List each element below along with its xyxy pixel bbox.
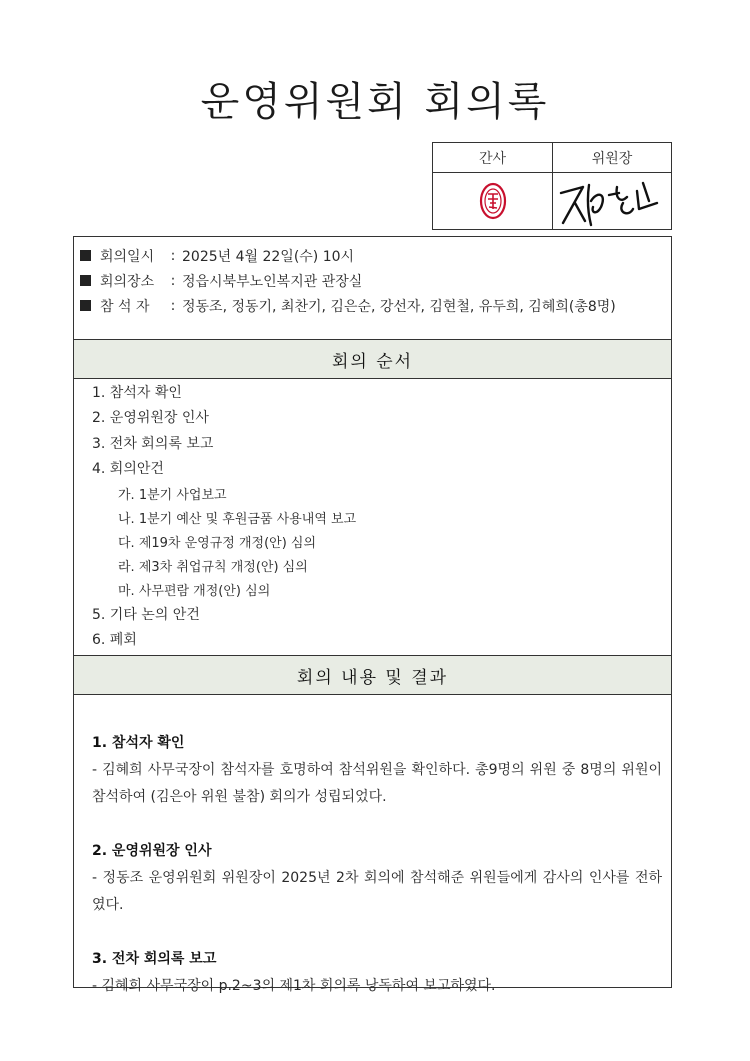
signature-icon: [557, 173, 667, 229]
minutes-frame: [73, 236, 672, 994]
info-place: 회의장소 : 정읍시북부노인복지관 관장실: [80, 268, 665, 293]
agenda-item: 5. 기타 논의 안건: [92, 606, 200, 623]
agenda-sub-item: 마. 사무편람 개정(안) 심의: [118, 583, 271, 599]
agenda-item: 2. 운영위원장 인사: [92, 410, 209, 427]
approval-chair-label: 위원장: [553, 143, 671, 173]
info-attendees: 참 석 자 : 정동조, 정동기, 최찬기, 김은순, 강선자, 김현철, 유두희, 김혜희(총8명): [80, 293, 665, 318]
agenda-sub-item: 가. 1분기 사업보고: [118, 487, 227, 503]
document-title: 운영위원회 회의록: [200, 79, 550, 125]
agenda-sub-item: 나. 1분기 예산 및 후원금품 사용내역 보고: [118, 511, 357, 527]
result-body: - 김혜희 사무국장이 p.2~3의 제1차 회의록 낭독하여 보고하였다.: [92, 978, 496, 994]
result-body: - 정동조 운영위원회 위원장이 2025년 2차 회의에 참석해준 위원들에게 감사의 인사를 전하였다.: [92, 870, 662, 913]
results-header: 회의 내용 및 결과: [73, 655, 672, 695]
agenda-sub-item: 라. 제3차 취업규칙 개정(안) 심의: [118, 559, 308, 575]
results-list: [92, 727, 662, 1000]
approval-chair: [552, 143, 671, 229]
agenda-list: [92, 379, 652, 652]
agenda-item: 4. 회의안건: [92, 461, 164, 478]
result-title: 1. 참석자 확인: [92, 735, 185, 751]
agenda-item: 3. 전차 회의록 보고: [92, 435, 214, 452]
info-date: 회의일시 : 2025년 4월 22일(수) 10시: [80, 243, 665, 268]
approval-secretary-label: 간사: [433, 143, 552, 173]
date-label: 회의일시: [100, 248, 155, 265]
red-seal-icon: [478, 181, 508, 221]
place-value: 정읍시북부노인복지관 관장실: [182, 273, 363, 290]
square-bullet-icon: [80, 275, 91, 286]
place-label: 회의장소: [100, 273, 155, 290]
attendees-value: 정동조, 정동기, 최찬기, 김은순, 강선자, 김현철, 유두희, 김혜희(총8명): [182, 298, 616, 315]
square-bullet-icon: [80, 300, 91, 311]
result-body: - 김혜희 사무국장이 참석자를 호명하여 참석위원을 확인하다. 총9명의 위원 중 8명의 위원이 참석하여 (김은아 위원 불참) 회의가 성립되었다.: [92, 762, 662, 805]
result-title: 3. 전차 회의록 보고: [92, 951, 217, 967]
agenda-item: 1. 참석자 확인: [92, 384, 182, 401]
result-block: [92, 727, 662, 811]
chair-signature: [553, 173, 671, 229]
meeting-info: [80, 243, 665, 318]
result-block: [92, 835, 662, 919]
secretary-seal: [433, 173, 552, 229]
agenda-item: 6. 폐회: [92, 632, 137, 649]
result-title: 2. 운영위원장 인사: [92, 843, 212, 859]
approval-box: [432, 142, 672, 230]
attendees-label: 참 석 자: [100, 298, 150, 315]
approval-secretary: [433, 143, 552, 229]
result-block: [92, 943, 662, 1000]
date-value: 2025년 4월 22일(수) 10시: [182, 248, 355, 265]
order-header: 회의 순서: [73, 339, 672, 379]
agenda-sub-item: 다. 제19차 운영규정 개정(안) 심의: [118, 535, 317, 551]
square-bullet-icon: [80, 250, 91, 261]
